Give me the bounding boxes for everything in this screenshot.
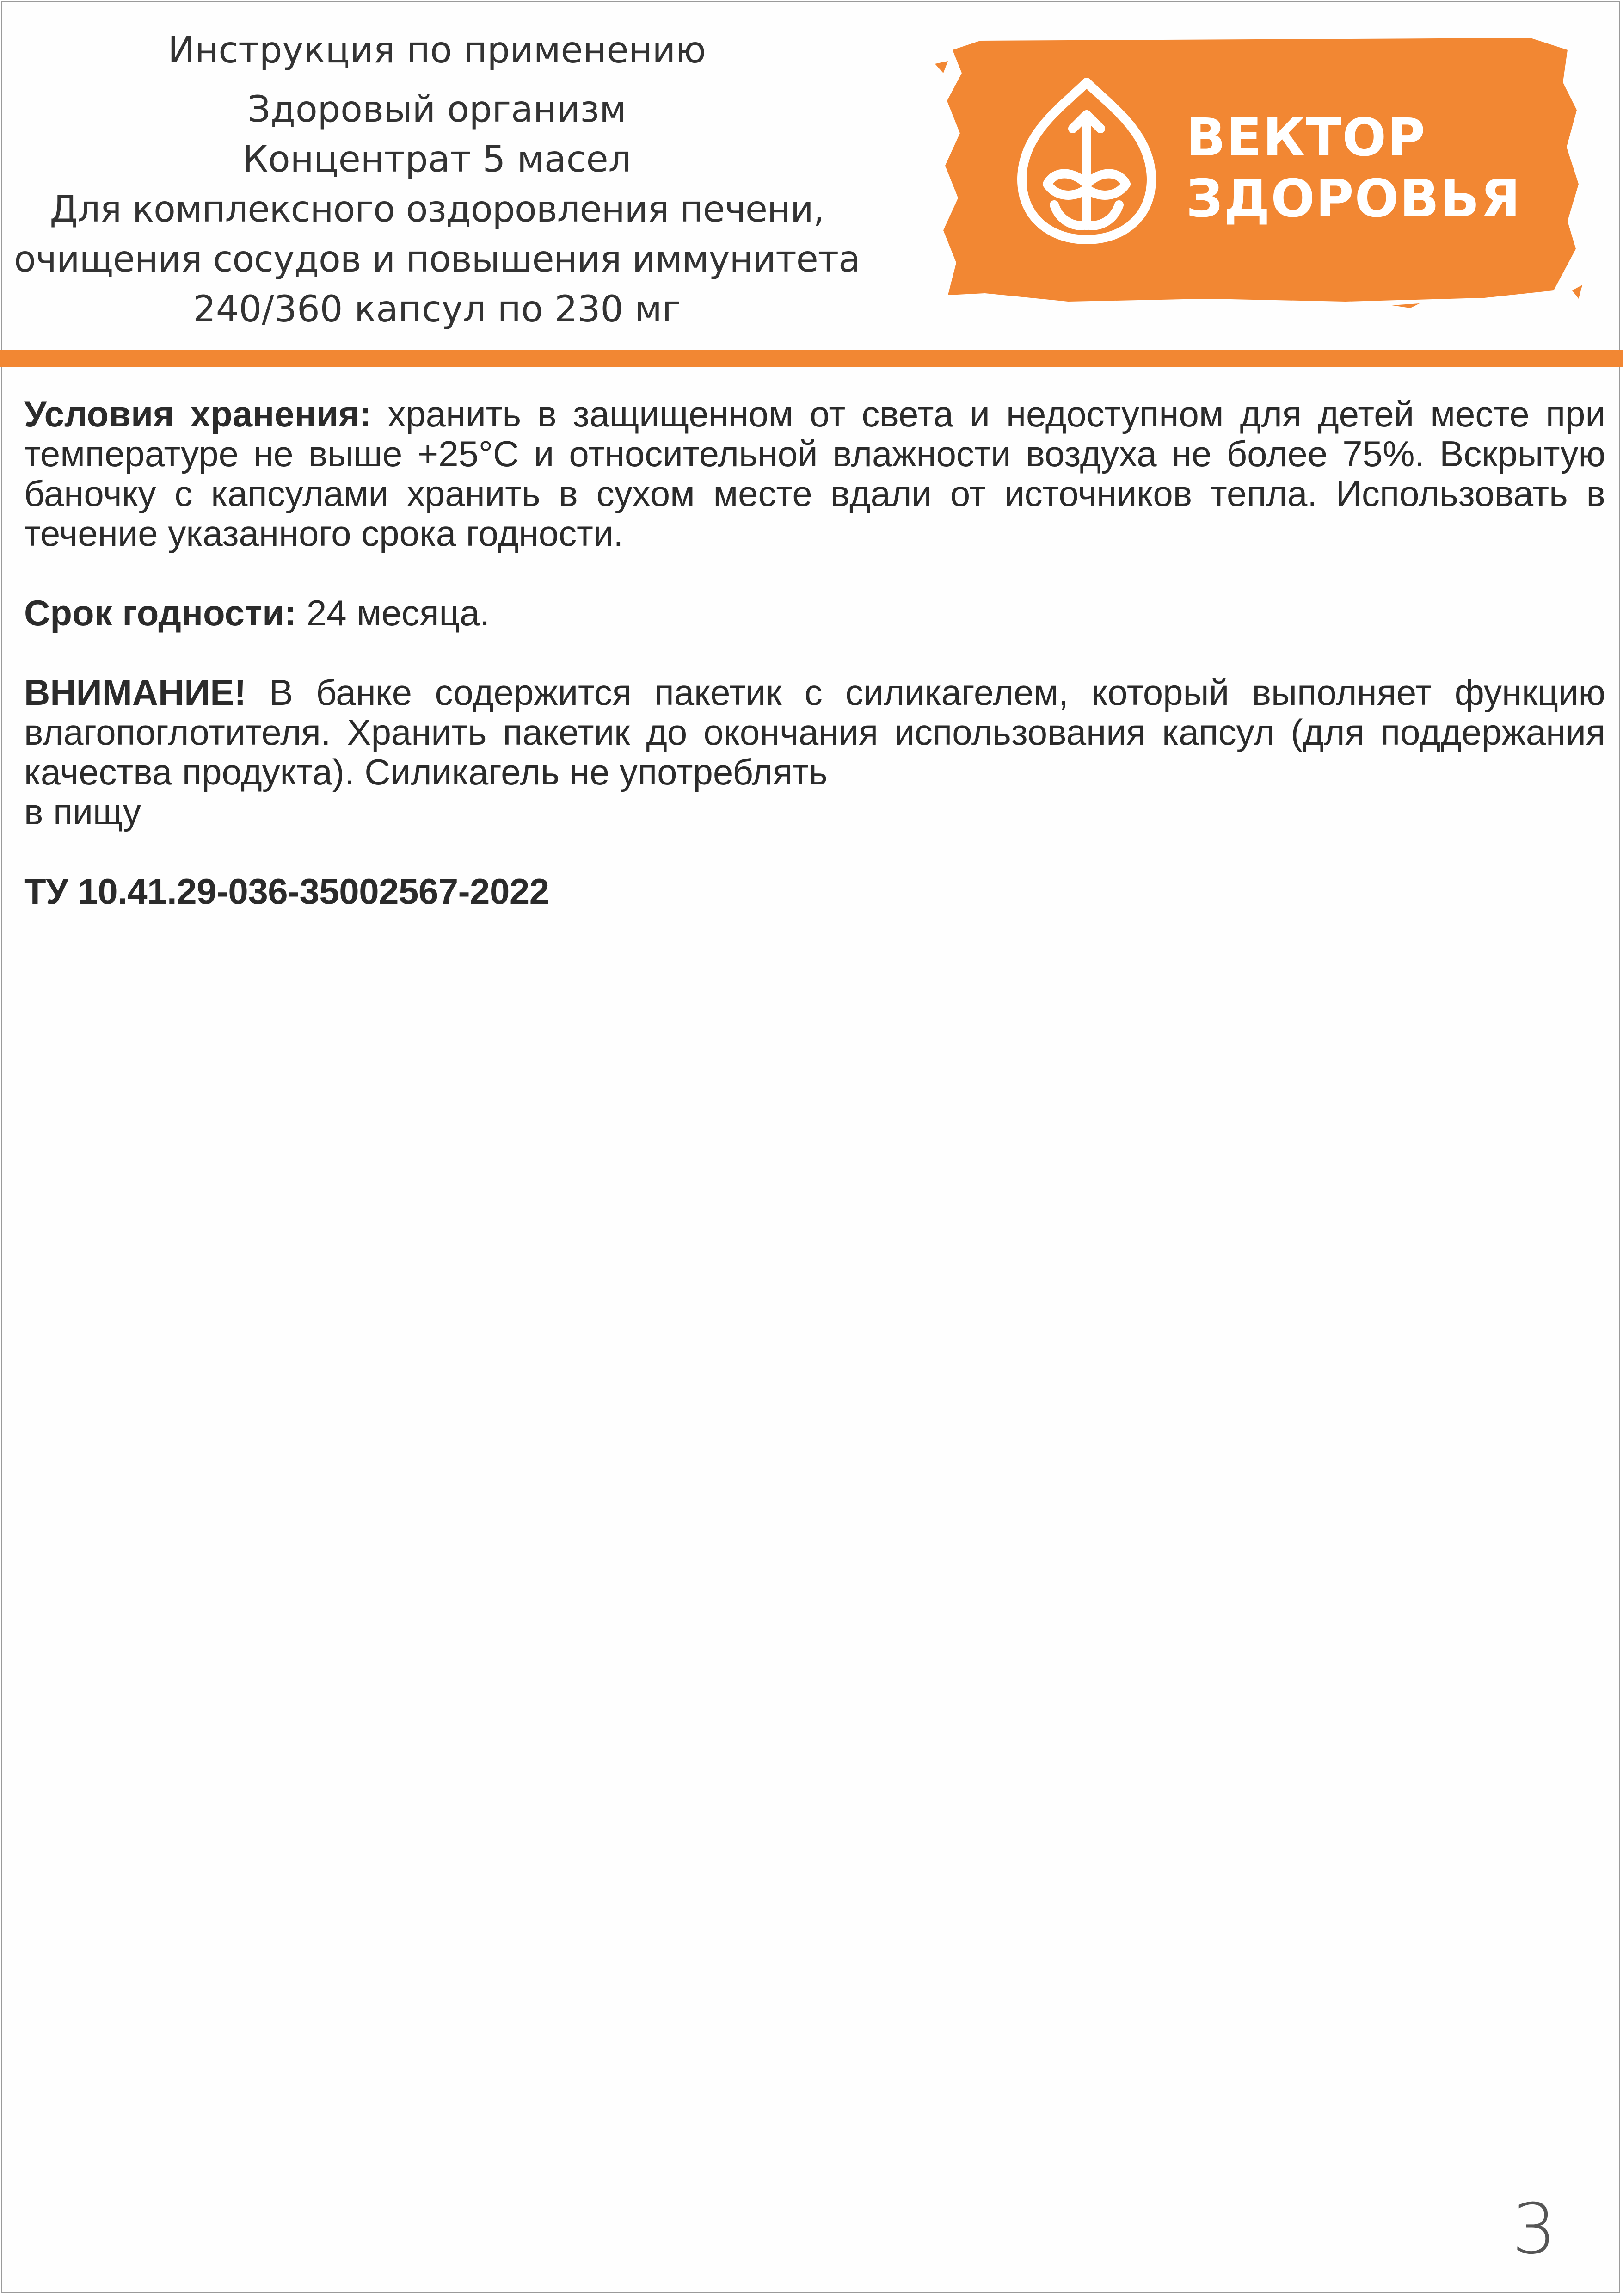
- brand-logo: [929, 31, 1586, 309]
- brush-fleck-3: [1392, 303, 1420, 308]
- purpose-line-1: Для комплексного оздоровления печени,: [49, 189, 824, 230]
- brush-fleck-1: [935, 61, 948, 73]
- warning-notice: [24, 673, 1605, 832]
- product-subtitle: Концентрат 5 масел: [242, 139, 632, 180]
- brand-line-2: ЗДОРОВЬЯ: [1186, 169, 1521, 229]
- warning-text-tail: в пищу: [24, 791, 141, 832]
- storage-conditions: [24, 394, 1605, 553]
- spec-code: ТУ 10.41.29-036-35002567-2022: [24, 871, 549, 912]
- dosage-line: 240/360 капсул по 230 мг: [193, 289, 681, 330]
- page-number: 3: [1512, 2189, 1556, 2270]
- storage-text: хранить в защищенном от света и недоступном для детей месте при температуре не выше +25°С и относительной влажности воздуха не более 75%. Вскрытую баночку с капсулами хранить в сухом месте вдали от источников тепла. Использовать в течение указанного срока годности.: [24, 394, 1606, 554]
- brand-line-1: ВЕКТОР: [1186, 108, 1426, 168]
- header-divider: [0, 350, 1623, 367]
- brush-fleck-2: [1572, 285, 1582, 299]
- shelf-life-text: 24 месяца.: [306, 593, 490, 633]
- instruction-body: [24, 394, 1605, 951]
- storage-label: Условия хранения:: [24, 394, 372, 434]
- header-block: [14, 25, 860, 334]
- shelf-life-label: Срок годности:: [24, 593, 297, 633]
- document-type-title: Инструкция по применению: [168, 30, 706, 71]
- warning-label: ВНИМАНИЕ!: [24, 672, 246, 713]
- page-frame: [1, 1, 1620, 2293]
- shelf-life: [24, 593, 1605, 633]
- purpose-line-2: очищения сосудов и повышения иммунитета: [14, 239, 860, 280]
- product-name: Здоровый организм: [247, 89, 627, 130]
- warning-text: В банке содержится пакетик с силикагелем, который выполняет функцию влагопоглотителя. Хранить пакетик до окончания использования капсул (для поддержания качества продукта). Силикагель не употреблять: [24, 672, 1606, 792]
